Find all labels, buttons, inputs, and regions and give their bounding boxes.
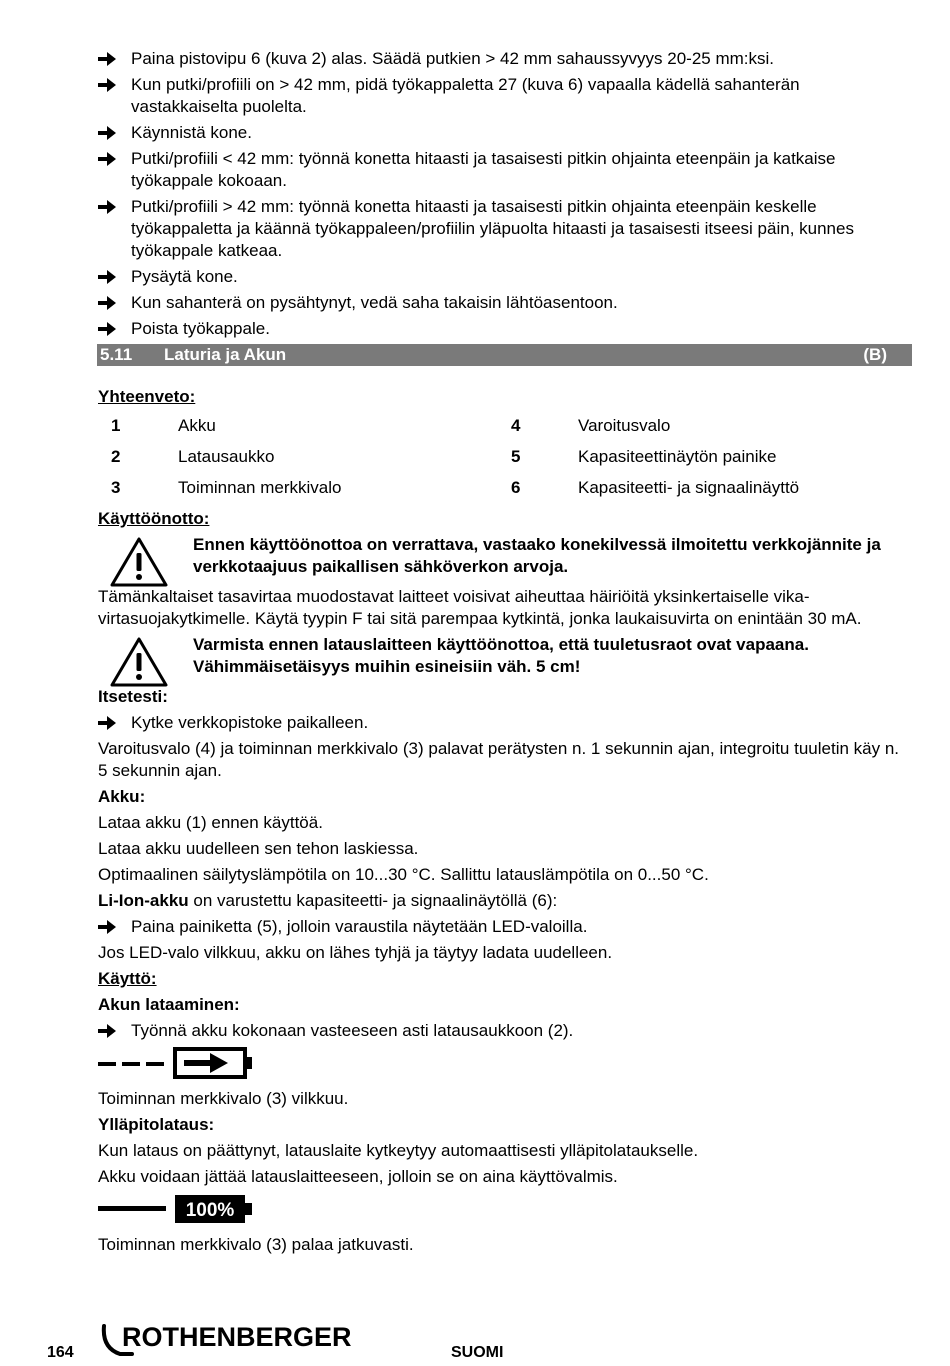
list-item [98, 196, 908, 262]
summary-row [98, 415, 908, 437]
summary-label: Kapasiteettinäytön painike [578, 447, 777, 466]
list-item-text: Paina pistovipu 6 (kuva 2) alas. Säädä putkien > 42 mm sahaussyvyys 20-25 mm:ksi. [131, 49, 775, 68]
charging-heading: Akun lataaminen: [98, 995, 240, 1014]
arrow-right-icon [98, 919, 116, 935]
section-title: Laturia ja Akun [164, 345, 287, 364]
list-item-text: Kun sahanterä on pysähtynyt, vedä saha takaisin lähtöasentoon. [131, 293, 618, 312]
battery-full-icon [98, 1192, 258, 1226]
selftest-heading: Itsetesti: [98, 687, 168, 706]
battery-heading: Akku: [98, 787, 146, 806]
summary-label: Latausaukko [178, 447, 275, 466]
paragraph: Jos LED-valo vilkkuu, akku on lähes tyhjä ja täytyy ladata uudelleen. [98, 943, 613, 962]
list-item [98, 318, 908, 340]
maintenance-heading: Ylläpitolataus: [98, 1115, 215, 1134]
brand-name: ROTHENBERGER [122, 1322, 352, 1352]
list-item [98, 712, 908, 734]
arrow-right-icon [98, 51, 116, 67]
summary-label: Varoitusvalo [578, 416, 671, 435]
list-item [98, 74, 908, 118]
paragraph: Tämänkaltaiset tasavirtaa muodostavat laitteet voisivat aiheuttaa häiriöitä yksinkertaiselle vikavirtasuojakytkimelle. Käytä tyypin F tai sitä parempaa kytkintä, jonka laukaisuvirta on enintään 30 mA. [98, 587, 862, 628]
paragraph: Kun lataus on päättynyt, latauslaite kytkeytyy automaattisesti ylläpitolataukselle. [98, 1141, 699, 1160]
list-item-text: Työnnä akku kokonaan vasteeseen asti latausaukkoon (2). [131, 1021, 574, 1040]
warning-triangle-icon [109, 536, 169, 588]
list-item-text: Kun putki/profiili on > 42 mm, pidä työkappaletta 27 (kuva 6) vapaalla kädellä sahanterän vastakkaiselta puolelta. [131, 75, 800, 116]
language-label: SUOMI [451, 1344, 504, 1361]
list-item [98, 1020, 908, 1042]
list-item-text: Paina painiketta (5), jolloin varaustila näytetään LED-valoilla. [131, 917, 588, 936]
commissioning-heading: Käyttöönotto: [98, 509, 210, 528]
paragraph: Optimaalinen säilytyslämpötila on 10...30 °C. Sallittu latauslämpötila on 0...50 °C. [98, 865, 709, 884]
operation-heading: Käyttö: [98, 969, 157, 988]
list-item [98, 122, 908, 144]
arrow-right-icon [98, 125, 116, 141]
list-item-text: Käynnistä kone. [131, 123, 252, 142]
summary-number: 1 [111, 416, 121, 435]
battery-full-label: 100% [185, 1200, 235, 1221]
paragraph: Varoitusvalo (4) ja toiminnan merkkivalo (3) palavat perätysten n. 1 sekunnin ajan, integroitu tuuletin käy n. 5 sekunnin ajan. [98, 739, 900, 780]
warning-text: Varmista ennen latauslaitteen käyttöönottoa, että tuuletusraot ovat vapaana. Vähimmäisetäisyys muihin esineisiin väh. 5 cm! [193, 635, 809, 676]
arrow-right-icon [98, 321, 116, 337]
paragraph: Toiminnan merkkivalo (3) vilkkuu. [98, 1089, 349, 1108]
arrow-right-icon [98, 1023, 116, 1039]
list-item [98, 292, 908, 314]
intro-bullet-list [98, 48, 908, 340]
paragraph [98, 890, 908, 912]
arrow-right-icon [98, 269, 116, 285]
blinking-indicator-graphic [98, 1046, 908, 1080]
arrow-right-icon [98, 77, 116, 93]
list-item [98, 266, 908, 288]
summary-number: 2 [111, 447, 121, 466]
brand-logo [98, 1320, 358, 1366]
summary-number: 4 [511, 416, 521, 435]
arrow-right-icon [98, 151, 116, 167]
summary-row [98, 477, 908, 499]
page-content [98, 48, 908, 1260]
summary-table [98, 415, 908, 508]
list-item [98, 48, 908, 70]
liion-label: Li-Ion-akku [98, 891, 189, 910]
list-item-text: Putki/profiili < 42 mm: työnnä konetta hitaasti ja tasaisesti pitkin ohjainta eteenpäin ja katkaise työkappale kokoaan. [131, 149, 836, 190]
list-item [98, 148, 908, 192]
paragraph: Lataa akku uudelleen sen tehon laskiessa. [98, 839, 419, 858]
warning-block [98, 534, 908, 582]
arrow-right-icon [98, 295, 116, 311]
section-figure-tag: (B) [863, 345, 887, 364]
paragraph: Akku voidaan jättää latauslaitteeseen, jolloin se on aina käyttövalmis. [98, 1167, 618, 1186]
warning-text: Ennen käyttöönottoa on verrattava, vastaako konekilvessä ilmoitettu verkkojännite ja verkkotaajuus paikallisen sähköverkon arvoja. [193, 535, 881, 576]
battery-charging-icon [98, 1046, 258, 1080]
list-item-text: Pysäytä kone. [131, 267, 238, 286]
arrow-right-icon [98, 199, 116, 215]
summary-number: 6 [511, 478, 521, 497]
paragraph: Lataa akku (1) ennen käyttöä. [98, 813, 323, 832]
full-indicator-graphic [98, 1192, 908, 1226]
summary-label: Akku [178, 416, 216, 435]
arrow-right-icon [98, 715, 116, 731]
summary-number: 5 [511, 447, 521, 466]
page-number: 164 [47, 1344, 74, 1361]
summary-label: Toiminnan merkkivalo [178, 478, 342, 497]
list-item-text: Poista työkappale. [131, 319, 270, 338]
list-item-text: Putki/profiili > 42 mm: työnnä konetta hitaasti ja tasaisesti pitkin ohjainta eteenpäin keskelle työkappaletta ja käännä työkappaleen/profiilin yläpuolta hitaasti ja tasaisesti itseesi päin, kunnes työkappale katkeaa. [131, 197, 854, 260]
list-item [98, 916, 908, 938]
summary-label: Kapasiteetti- ja signaalinäyttö [578, 478, 800, 497]
rothenberger-logo-icon [98, 1320, 358, 1360]
summary-heading: Yhteenveto: [98, 387, 196, 406]
summary-number: 3 [111, 478, 121, 497]
section-number: 5.11 [100, 345, 133, 364]
summary-row [98, 446, 908, 468]
section-header-bar [97, 344, 912, 366]
warning-triangle-icon [109, 636, 169, 688]
paragraph: Toiminnan merkkivalo (3) palaa jatkuvasti. [98, 1235, 414, 1254]
liion-text: on varustettu kapasiteetti- ja signaalinäytöllä (6): [188, 891, 558, 910]
list-item-text: Kytke verkkopistoke paikalleen. [131, 713, 369, 732]
warning-block [98, 634, 908, 682]
